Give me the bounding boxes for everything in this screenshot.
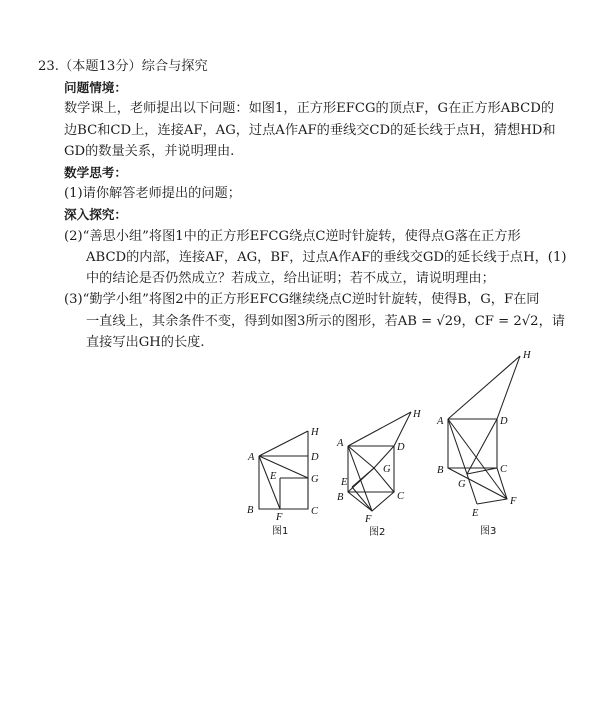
- fig3-label-g: G: [458, 479, 466, 490]
- fig1-label-f: F: [276, 512, 283, 523]
- situation-line-3: GD的数量关系，并说明理由.: [64, 144, 235, 159]
- figure-3: [432, 344, 550, 544]
- question-3-line-1: (3)“勤学小组”将图2中的正方形EFCG继续绕点C逆时针旋转，使得B，G，F在同: [64, 292, 540, 307]
- fig2-label-e: E: [341, 477, 348, 488]
- fig1-label-a: A: [248, 452, 255, 463]
- fig3-line-ag: [448, 419, 467, 474]
- fig1-label-e: E: [270, 471, 277, 482]
- fig3-caption: 图3: [480, 526, 497, 537]
- figure-2: [332, 404, 432, 540]
- fig3-label-h: H: [523, 350, 531, 361]
- situation-line-1: 数学课上，老师提出以下问题：如图1，正方形EFCG的顶点F，G在正方形ABCD的: [64, 101, 555, 116]
- fig1-square-efcg: [280, 478, 308, 509]
- question-3-line-2: 一直线上，其余条件不变，得到如图3所示的图形，若AB = √29，CF = 2√2，请: [86, 314, 565, 329]
- fig2-caption: 图2: [369, 527, 386, 538]
- problem-header: 23.（本题13分）综合与探究: [38, 59, 208, 74]
- question-3-line-3: 直接写出GH的长度.: [86, 335, 205, 350]
- fig3-label-e: E: [472, 508, 479, 519]
- fig3-line-ah: [448, 356, 520, 419]
- fig3-label-f: F: [510, 496, 517, 507]
- fig3-label-d: D: [500, 416, 508, 427]
- fig2-label-h: H: [413, 409, 421, 420]
- fig1-square-abcd: [259, 456, 308, 509]
- fig3-line-af: [448, 419, 507, 499]
- fig3-label-a: A: [437, 416, 444, 427]
- fig2-label-d: D: [397, 442, 405, 453]
- question-2-line-3: 中的结论是否仍然成立？若成立，给出证明；若不成立，请说明理由；: [86, 271, 495, 286]
- fig1-label-d: D: [311, 452, 319, 463]
- situation-title: 问题情境：: [64, 80, 127, 95]
- fig3-square-abcd: [448, 419, 497, 468]
- question-1: (1)请你解答老师提出的问题；: [64, 186, 241, 201]
- fig2-label-f: F: [365, 514, 372, 525]
- fig2-line-bg: [348, 468, 374, 492]
- fig3-label-c: C: [500, 464, 508, 475]
- fig1-line-ah: [259, 431, 308, 456]
- fig1-label-c: C: [311, 506, 319, 517]
- question-2-line-2: ABCD的内部，连接AF，AG，BF，过点A作AF的垂线交GD的延长线于点H，(1): [86, 250, 567, 265]
- fig2-label-b: B: [337, 492, 344, 503]
- fig1-label-h: H: [311, 427, 319, 438]
- thinking-title: 数学思考：: [64, 165, 127, 180]
- fig1-label-b: B: [247, 505, 254, 516]
- fig1-label-g: G: [311, 474, 319, 485]
- fig3-label-b: B: [437, 465, 444, 476]
- situation-line-2: 边BC和CD上，连接AF，AG，过点A作AF的垂线交CD的延长线于点H，猜想HD和: [64, 123, 556, 138]
- fig2-label-c: C: [397, 491, 405, 502]
- fig2-line-ah: [348, 412, 411, 446]
- fig1-caption: 图1: [272, 526, 289, 537]
- fig2-label-g: G: [383, 464, 391, 475]
- question-2-line-1: (2)“善思小组”将图1中的正方形EFCG绕点C逆时针旋转，使得点G落在正方形: [64, 229, 521, 244]
- figure-1: [236, 418, 326, 540]
- explore-title: 深入探究：: [64, 207, 127, 222]
- fig2-label-a: A: [337, 438, 344, 449]
